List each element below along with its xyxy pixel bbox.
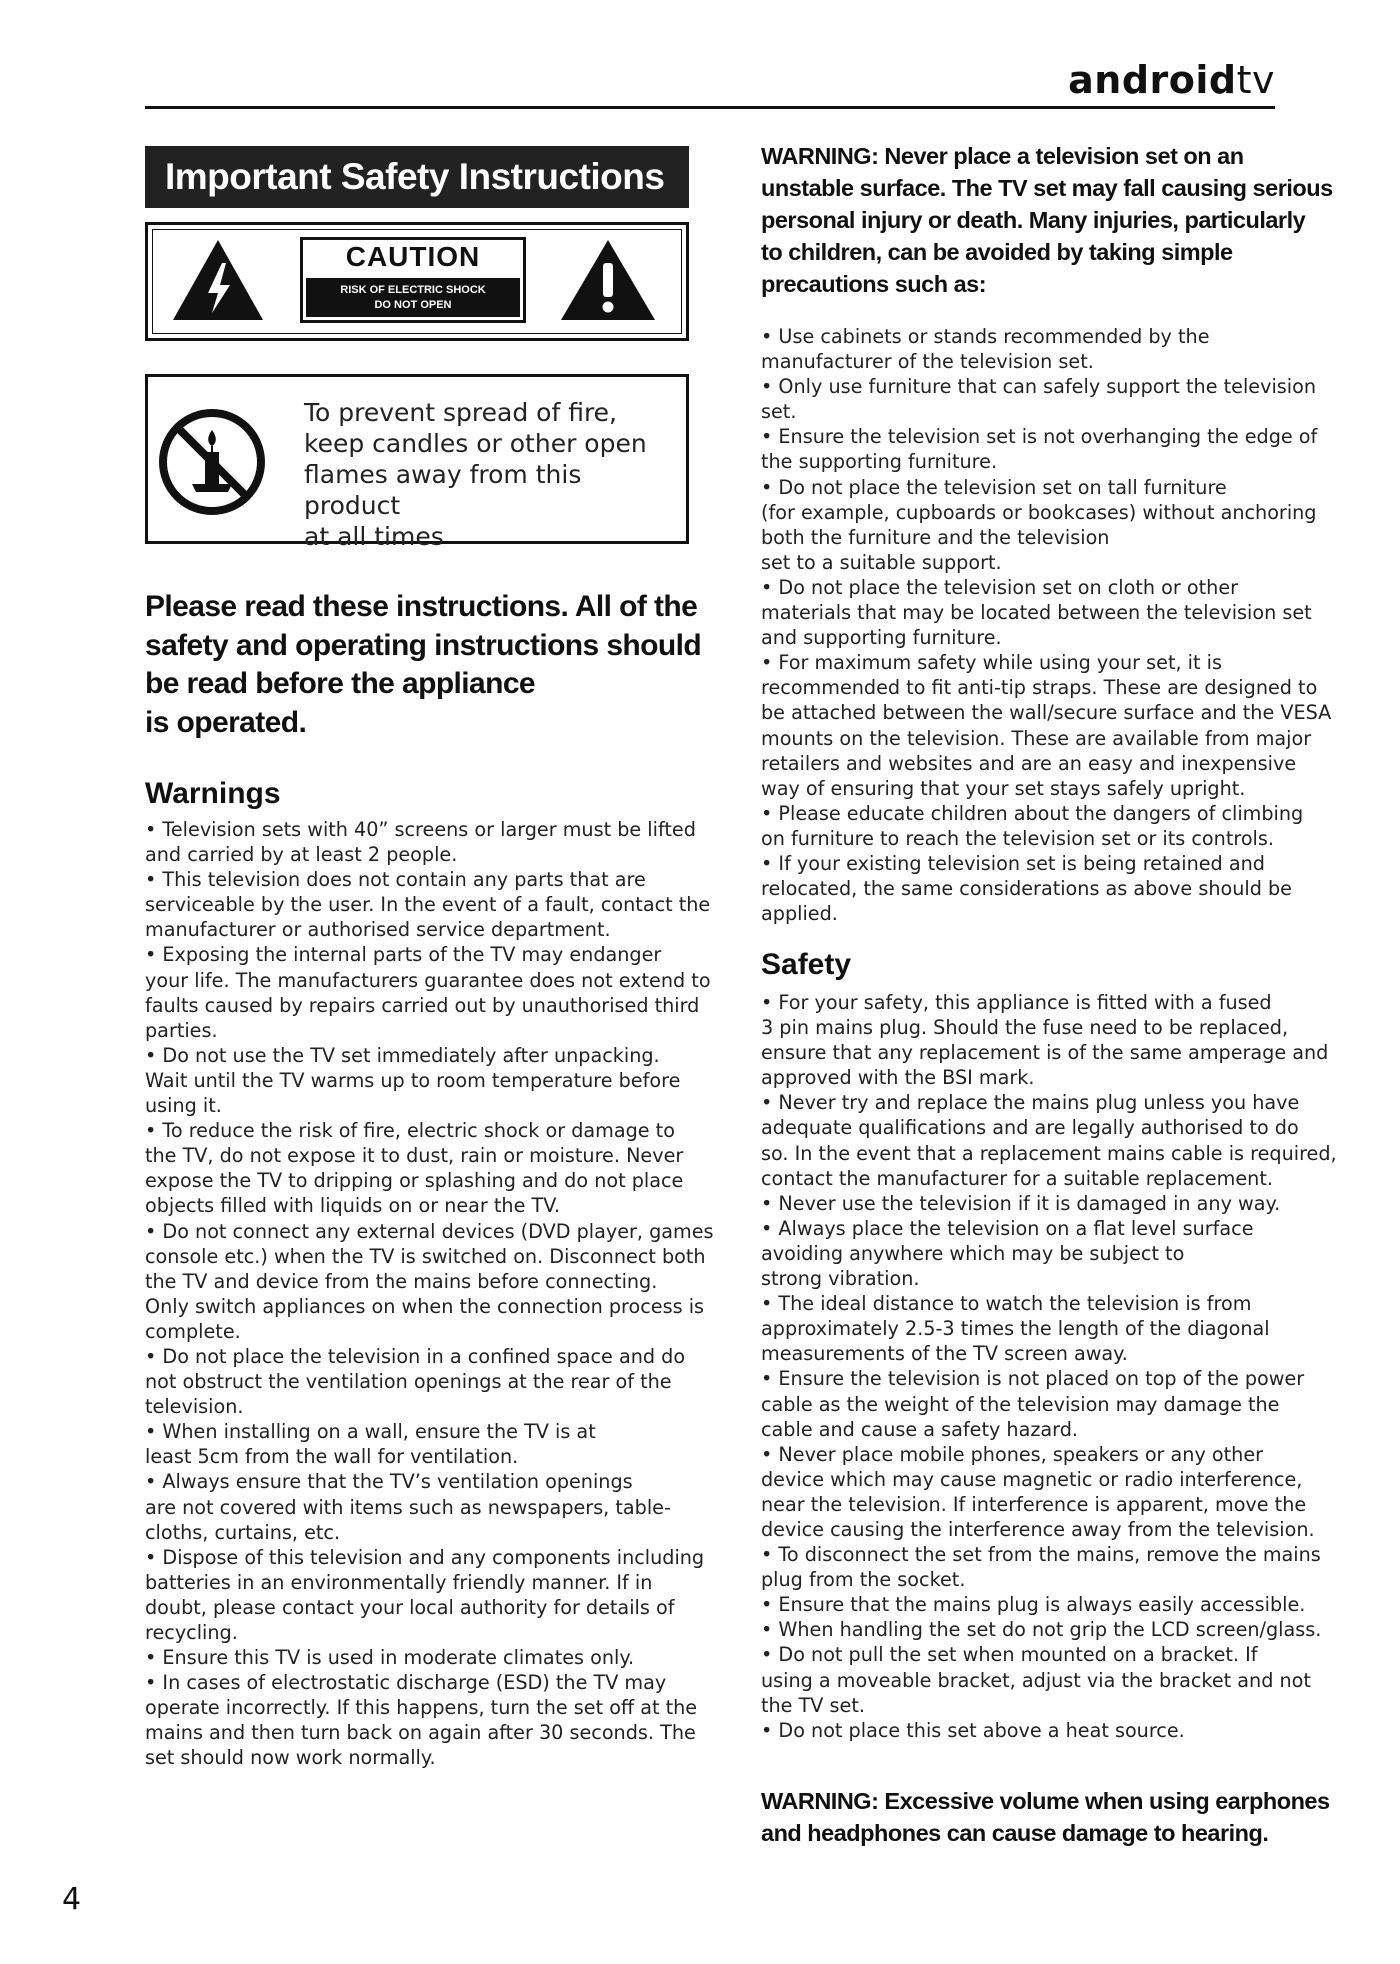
list-item: • In cases of electrostatic discharge (ESD) the TV may operate incorrectly. If this happens, turn the set off at the mains and then turn back on again after 30 seconds. The set should now work normally.: [145, 1671, 698, 1770]
list-item: • Do not place this set above a heat source.: [761, 1718, 1185, 1742]
list-item: • Dispose of this television and any components including batteries in an environmentally friendly manner. If in doubt, please contact your local authority for details of recycling.: [145, 1545, 705, 1644]
caution-line-2: DO NOT OPEN: [374, 299, 452, 311]
brand-bold-text: android: [1068, 58, 1237, 102]
list-item: • Do not place the television in a confined space and do not obstruct the ventilation openings at the rear of the television.: [145, 1344, 686, 1419]
caution-sign: [300, 237, 526, 323]
page-title: Important Safety Instructions: [145, 146, 689, 208]
caution-band: [306, 278, 520, 317]
list-item: • Never try and replace the mains plug unless you have adequate qualifications and are legally authorised to do so. In the event that a replacement mains cable is required, contact the manufacturer for a suitable replacement.: [761, 1091, 1337, 1190]
list-item: • For your safety, this appliance is fitted with a fused 3 pin mains plug. Should the fuse need to be replaced, ensure that any replacement is of the same amperage and approved with the BSI mark.: [761, 991, 1329, 1090]
safety-list: [761, 990, 1361, 1743]
list-item: • Do not place the television set on cloth or other materials that may be located between the television set and supporting furniture.: [761, 575, 1312, 650]
stability-warning: WARNING: Never place a television set on an unstable surface. The TV set may fall causing serious personal injury or death. Many injuries, particularly to children, can be avoided by taking simple precautions such as:: [761, 143, 1333, 297]
lightning-bolt-warning-icon: [170, 237, 266, 323]
volume-warning: WARNING: Excessive volume when using earphones and headphones can cause damage to hearing.: [761, 1788, 1330, 1846]
header-rule: [145, 106, 1275, 109]
exclamation-warning-icon: [558, 237, 658, 323]
list-item: • Television sets with 40” screens or larger must be lifted and carried by at least 2 people.: [145, 818, 696, 867]
list-item: • Please educate children about the dangers of climbing on furniture to reach the television set or its controls.: [761, 801, 1304, 850]
list-item: • Exposing the internal parts of the TV may endanger your life. The manufacturers guarantee does not extend to faults caused by repairs carried out by unauthorised third parties.: [145, 943, 711, 1042]
list-item: • This television does not contain any parts that are serviceable by the user. In the event of a fault, contact the manufacturer or authorised service department.: [145, 868, 711, 942]
list-item: • If your existing television set is being retained and relocated, the same considerations as above should be applied.: [761, 851, 1292, 926]
list-item: • Never use the television if it is damaged in any way.: [761, 1191, 1281, 1215]
list-item: • Never place mobile phones, speakers or any other device which may cause magnetic or radio interference, near the television. If interference is apparent, move the device causing the interference away from the television.: [761, 1442, 1315, 1541]
read-instructions-heading: Please read these instructions. All of the safety and operating instructions should be read before the appliance is operated.: [145, 590, 702, 739]
list-item: • Do not place the television set on tall furniture (for example, cupboards or bookcases) without anchoring both the furniture and the television set to a suitable support.: [761, 475, 1317, 574]
fire-notice-box: [145, 374, 689, 551]
list-item: • When handling the set do not grip the LCD screen/glass.: [761, 1618, 1322, 1642]
caution-line-1: RISK OF ELECTRIC SHOCK: [340, 284, 486, 296]
list-item: • Use cabinets or stands recommended by the manufacturer of the television set.: [761, 325, 1210, 374]
stability-list: [761, 324, 1361, 926]
list-item: • To disconnect the set from the mains, remove the mains plug from the socket.: [761, 1543, 1321, 1592]
list-item: • Always ensure that the TV’s ventilation openings are not covered with items such as newspapers, table- cloths, curtains, etc.: [145, 1470, 671, 1544]
caution-heading: CAUTION: [345, 241, 481, 272]
list-item: • To reduce the risk of fire, electric shock or damage to the TV, do not expose it to dust, rain or moisture. Never expose the TV to dripping or splashing and do not place objects filled with liquids on or near the TV.: [145, 1119, 684, 1218]
list-item: • When installing on a wall, ensure the TV is at least 5cm from the wall for ventilation.: [145, 1420, 596, 1469]
list-item: • Ensure that the mains plug is always easily accessible.: [761, 1593, 1306, 1617]
no-candles-icon: [158, 408, 266, 516]
safety-heading: Safety: [761, 948, 852, 981]
list-item: • Do not pull the set when mounted on a bracket. If using a moveable bracket, adjust via the bracket and not the TV set.: [761, 1643, 1311, 1717]
list-item: • Always place the television on a flat level surface avoiding anywhere which may be subject to strong vibration.: [761, 1216, 1254, 1291]
list-item: • Ensure the television is not placed on top of the power cable as the weight of the television may damage the cable and cause a safety hazard.: [761, 1367, 1305, 1441]
caution-label-box: [145, 222, 689, 341]
page-number: 4: [62, 1882, 82, 1917]
list-item: • Only use furniture that can safely support the television set.: [761, 375, 1317, 424]
list-item: • Do not use the TV set immediately after unpacking. Wait until the TV warms up to room temperature before using it.: [145, 1043, 681, 1118]
list-item: • Ensure this TV is used in moderate climates only.: [145, 1646, 635, 1670]
brand-light-text: tv: [1236, 58, 1275, 102]
list-item: • The ideal distance to watch the television is from approximately 2.5-3 times the length of the diagonal measurements of the TV screen away.: [761, 1292, 1270, 1366]
fire-notice-text: To prevent spread of fire, keep candles or other open flames away from this product at all times: [304, 398, 647, 551]
warnings-heading: Warnings: [145, 777, 281, 810]
list-item: • Ensure the television set is not overhanging the edge of the supporting furniture.: [761, 425, 1318, 474]
list-item: • Do not connect any external devices (DVD player, games console etc.) when the TV is switched on. Disconnect both the TV and device from the mains before connecting. Only switch appliances on when the connection process is complete.: [145, 1219, 714, 1343]
list-item: • For maximum safety while using your set, it is recommended to fit anti-tip straps. These are designed to be attached between the wall/secure surface and the VESA mounts on the television. These are available from major retailers and websites and are an easy and inexpensive way of ensuring that your set stays safely upright.: [761, 651, 1332, 800]
warnings-list: [145, 817, 745, 1771]
android-tv-logo: [1068, 58, 1275, 102]
